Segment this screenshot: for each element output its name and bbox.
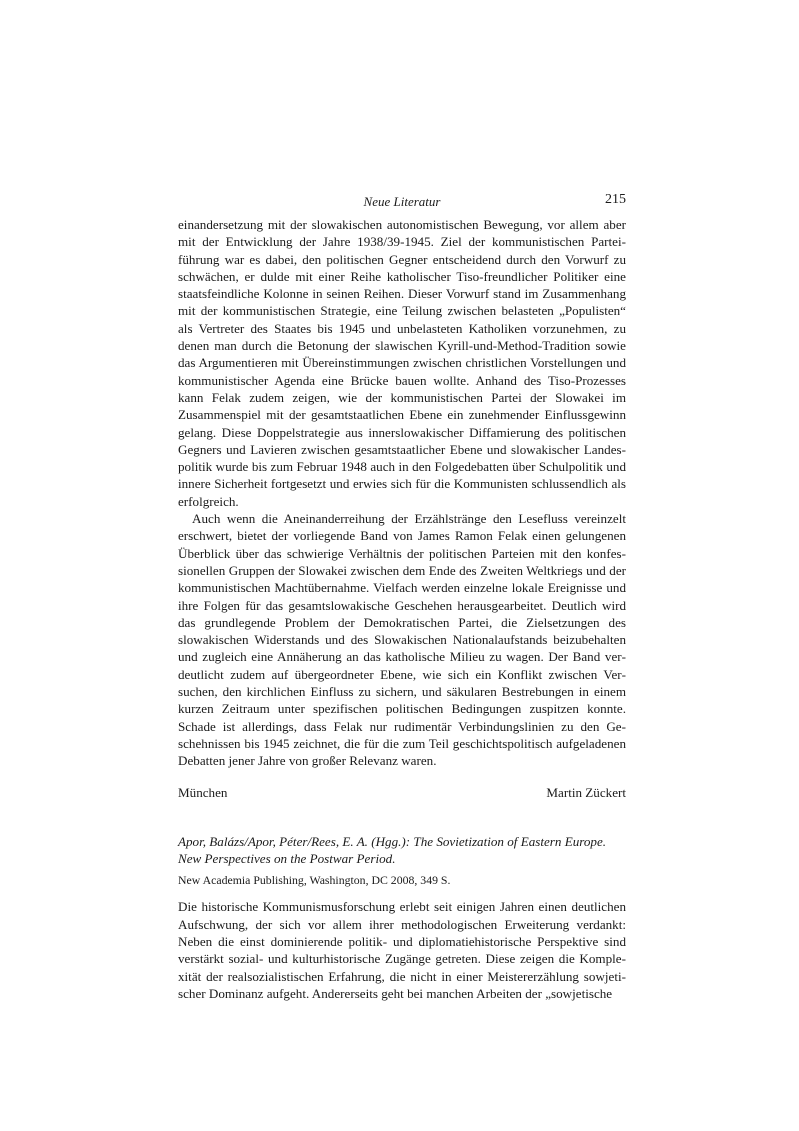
- page-number: 215: [605, 192, 626, 207]
- book-title: Apor, Balázs/Apor, Péter/Rees, E. A. (Hgg.): The Sovietization of Eastern Europe. New Perspectives on the Postwar Period.: [178, 833, 607, 867]
- book-publisher: New Academia Publishing, Washington, DC 2008, 349 S.: [178, 873, 451, 888]
- running-header: [178, 192, 626, 214]
- review-paragraph: einandersetzung mit der slowakischen autonomistischen Bewegung, vor allem aber mit der Entwicklung der Jahre 1938/39-1945. Ziel der kommunistischen Parteiführung war es dabei, den politischen Gegner entscheidend durch den Vorwurf zu schwächen, er dulde mit einer Reihe katholischer Tiso-freundlicher Politiker eine staatsfeindliche Kolonne in seinen Reihen. Dieser Vorwurf stand im Zusammenhang mit der kommunistischen Strategie, eine Teilung zwischen belasteten „Populisten“ als Vertreter des Staates bis 1945 und unbelasteten Katholiken vorzunehmen, zu denen man durch die Betonung der slawischen Kyrill-und-Method-Tradition sowie das Argumentieren mit Übereinstimmungen zwischen christlichen Vorstellungen und kommunistischer Agenda eine Brücke bauen wollte. Anhand des Tiso-Prozesses kann Felak zudem zeigen, wie der kommunistischen Partei der Slowakei im Zusammenspiel mit der gesamtstaatlichen Ebene ein zunehmender Einflussgewinn gelang. Diese Doppelstrategie aus innerslowakischer Diffamierung des politischen Gegners und Lavieren zwischen gesamtstaatlicher Ebene und slowakischer Landespolitik wurde bis zum Februar 1948 auch in den Folgedebatten über Schulpolitik und innere Sicherheit fortgesetzt und erwies sich für die Kommunisten schlussendlich als erfolgreich.: [178, 217, 626, 509]
- review-paragraph: Auch wenn die Aneinanderreihung der Erzählstränge den Lesefluss vereinzelt erschwert, bietet der vorliegende Band von James Ramon Felak einen gelungenen Überblick über das schwierige Verhältnis der politischen Parteien mit den konfessionellen Gruppen der Slowakei zwischen dem Ende des Zweiten Weltkriegs und der kommunistischen Machtübernahme. Vielfach werden einzelne lokale Ereignisse und ihre Folgen für das gesamtslowakische Geschehen herausgearbeitet. Deutlich wird das grundlegende Problem der Demokratischen Partei, die Zielsetzungen des slowakischen Widerstands und des Slowakischen Nationalaufstands beizubehalten und zugleich eine Annäherung an das katholische Milieu zu wagen. Der Band verdeutlicht zudem auf übergeordneter Ebene, wie sich ein Konflikt zwischen Versuchen, den kirchlichen Einfluss zu sichern, und säkularen Bestrebungen in einem kurzen Zeitraum unter spezifischen politischen Bedingungen zuspitzen konnte. Schade ist allerdings, dass Felak nur rudimentär Verbindungslinien zu den Geschehnissen bis 1945 zeichnet, die für die zum Teil geschichtspolitisch aufgeladenen Debatten jener Jahre von großer Relevanz waren.: [178, 511, 626, 769]
- signature-place: München: [178, 784, 228, 800]
- review-paragraph: Die historische Kommunismusforschung erlebt seit einigen Jahren einen deutlichen Aufschwung, der sich vor allem ihrer methodologischen Erweiterung verdankt: Neben die einst dominierende politik- und diplomatiehistorische Perspektive sind verstärkt sozial- und kulturhistorische Zugänge getreten. Diese zeigen die Komplexität der realsozialistischen Erfahrung, die nicht in einer Meistererzählung sowjetischer Dominanz aufgeht. Andererseits geht bei manchen Arbeiten der „sowjetische: [178, 899, 626, 1001]
- document-page: [178, 192, 626, 1002]
- running-title: Neue Literatur: [363, 194, 441, 209]
- signature-reviewer: Martin Zückert: [546, 784, 626, 800]
- review-signature: [178, 784, 626, 801]
